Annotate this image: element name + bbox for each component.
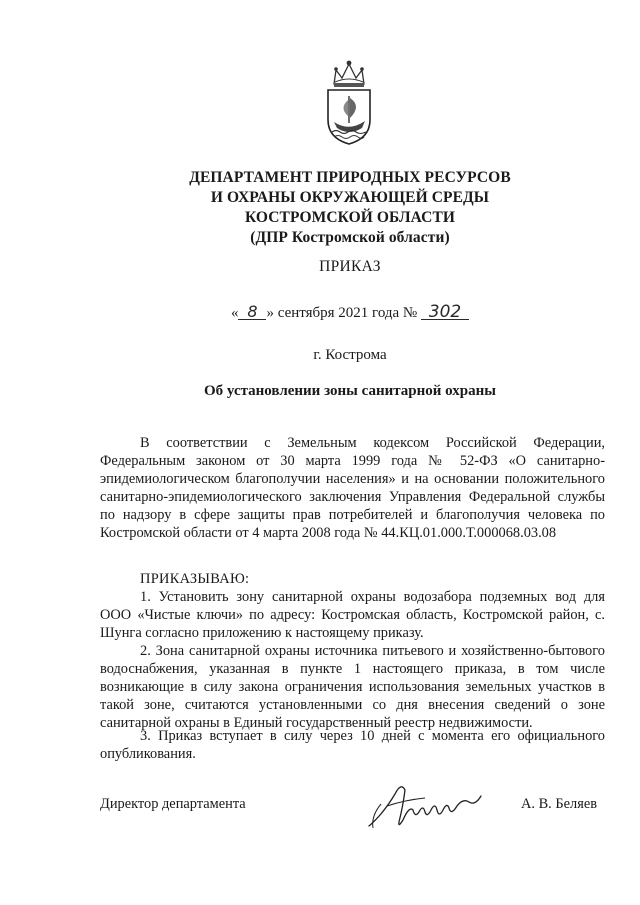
prikazyvayu-heading: ПРИКАЗЫВАЮ:: [140, 571, 250, 587]
signatory-position: Директор департамента: [100, 796, 246, 812]
order-day: 8: [238, 305, 266, 320]
order-number: 302: [421, 305, 469, 320]
order-item-1: 1. Установить зону санитарной охраны водозабора подземных вод для ООО «Чистые ключи» по адресу: Костромская область, Костромской район, с. Шунга согласно приложению к настоящему приказу.: [100, 589, 605, 641]
order-item-2: 2. Зона санитарной охраны источника питьевого и хозяйственно-бытового водоснабжения, указанная в пункте 1 настоящего приказа, в том числе возникающие в силу закона ограничения использования земельных участков в такой зоне, считаются установленными со дня внесения сведений о зоне санитарной охраны в Единый государственный реестр недвижимости.: [100, 643, 605, 731]
document-title: ПРИКАЗ: [319, 258, 381, 275]
open-quote: «: [230, 305, 239, 321]
order-city: г. Кострома: [313, 347, 387, 363]
order-item-3: 3. Приказ вступает в силу через 10 дней с момента его официального опубликования.: [100, 728, 605, 762]
header-line-2: И ОХРАНЫ ОКРУЖАЮЩЕЙ СРЕДЫ: [210, 189, 490, 206]
header-line-1: ДЕПАРТАМЕНТ ПРИРОДНЫХ РЕСУРСОВ: [189, 169, 511, 186]
department-header: [120, 168, 580, 248]
order-date-number: [120, 302, 580, 322]
order-subject: Об установлении зоны санитарной охраны: [203, 383, 496, 399]
header-line-3: КОСТРОМСКОЙ ОБЛАСТИ: [244, 209, 456, 226]
header-line-4: (ДПР Костромской области): [250, 229, 450, 246]
signature-icon: [365, 776, 495, 832]
order-month-year: » сентября 2021 года №: [266, 305, 418, 321]
preamble-paragraph: В соответствии с Земельным кодексом Российской Федерации, Федеральным законом от 30 марта 1999 года № 52-ФЗ «О санитарно-эпидемиологическом благополучии населения» и на основании положительного санитарно-эпидемиологического заключения Управления Федеральной службы по надзору в сфере защиты прав потребителей и благополучия человека по Костромской области от 4 марта 2008 года № 44.КЦ.01.000.Т.000068.03.08: [100, 435, 605, 541]
signatory-name: А. В. Беляев: [521, 796, 598, 812]
coat-of-arms-icon: [322, 58, 376, 146]
